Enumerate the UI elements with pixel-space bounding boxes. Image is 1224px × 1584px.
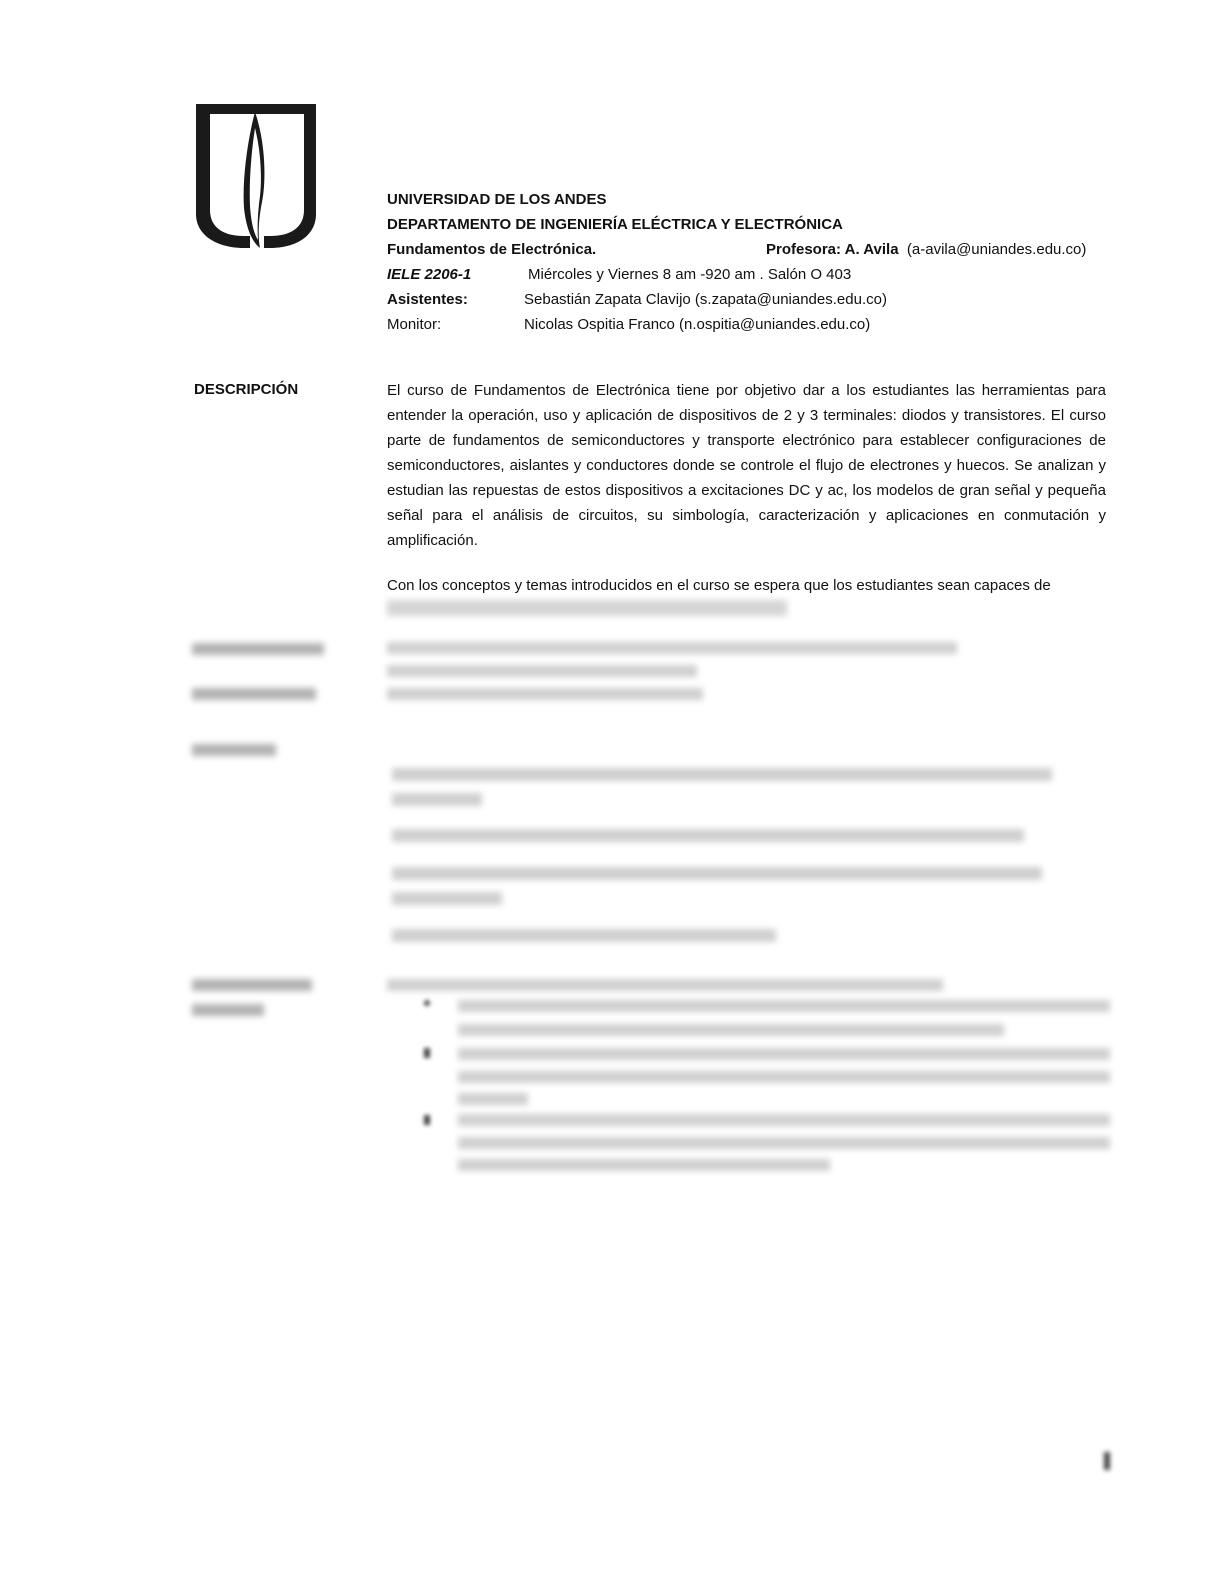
blurred-line	[458, 1159, 830, 1171]
monitor-value: Nicolas Ospitia Franco (n.ospitia@uniandes.edu.co)	[524, 316, 871, 333]
blurred-line	[387, 665, 697, 677]
university-logo	[192, 98, 322, 252]
course-name: Fundamentos de Electrónica.	[387, 241, 597, 258]
course-code: IELE 2206-1	[387, 266, 472, 283]
course-schedule: Miércoles y Viernes 8 am -920 am . Salón O 403	[528, 266, 852, 283]
blurred-line	[392, 929, 776, 942]
blurred-label	[192, 688, 316, 700]
blurred-line	[458, 1071, 1110, 1083]
monitor-label: Monitor:	[387, 316, 442, 333]
department-name: DEPARTAMENTO DE INGENIERÍA ELÉCTRICA Y ELECTRÓNICA	[387, 216, 843, 233]
blurred-bullet	[424, 1000, 430, 1006]
description-paragraph-2: Con los conceptos y temas introducidos en el curso se espera que los estudiantes sean capaces de	[387, 577, 1051, 594]
blurred-line	[458, 1137, 1110, 1149]
professor-line	[766, 237, 1086, 262]
blurred-line	[387, 642, 957, 654]
blurred-line	[392, 768, 1052, 781]
blurred-line	[392, 793, 482, 806]
description-label: DESCRIPCIÓN	[194, 381, 299, 398]
blurred-label	[192, 1004, 264, 1016]
blurred-line	[387, 688, 703, 700]
blurred-label	[192, 643, 324, 655]
blurred-line	[392, 892, 502, 905]
blurred-bullet	[424, 1048, 430, 1058]
blurred-label	[192, 979, 312, 991]
assistants-value: Sebastián Zapata Clavijo (s.zapata@uniandes.edu.co)	[524, 291, 887, 308]
description-paragraph: El curso de Fundamentos de Electrónica tiene por objetivo dar a los estudiantes las herramientas para entender la operación, uso y aplicación de dispositivos de 2 y 3 terminales: diodos y transistores. El curso parte de fundamentos de semiconductores y transporte electrónico para establecer configuraciones de semiconductores, aislantes y conductores donde se controle el flujo de electrones y huecos. Se analizan y estudian las repuestas de estos dispositivos a excitaciones DC y ac, los modelos de gran señal y pequeña señal para el análisis de circuitos, su simbología, caracterización y aplicaciones en conmutación y amplificación.	[387, 382, 1106, 549]
blurred-bullet	[424, 1115, 430, 1125]
blurred-line	[392, 829, 1024, 842]
university-name: UNIVERSIDAD DE LOS ANDES	[387, 191, 607, 208]
blurred-line	[387, 979, 943, 991]
blurred-line	[458, 1024, 1004, 1036]
blurred-label	[192, 744, 276, 756]
professor-email[interactable]: (a-avila@uniandes.edu.co)	[906, 241, 1087, 258]
blurred-line	[458, 1000, 1110, 1012]
blurred-line	[392, 867, 1042, 880]
professor-label: Profesora: A. Avila	[766, 241, 899, 258]
blurred-line	[458, 1093, 528, 1105]
blurred-line	[458, 1114, 1110, 1126]
blurred-page-number	[1104, 1452, 1110, 1470]
assistants-label: Asistentes:	[387, 291, 468, 308]
blurred-line	[458, 1048, 1110, 1060]
blurred-line	[387, 600, 787, 616]
